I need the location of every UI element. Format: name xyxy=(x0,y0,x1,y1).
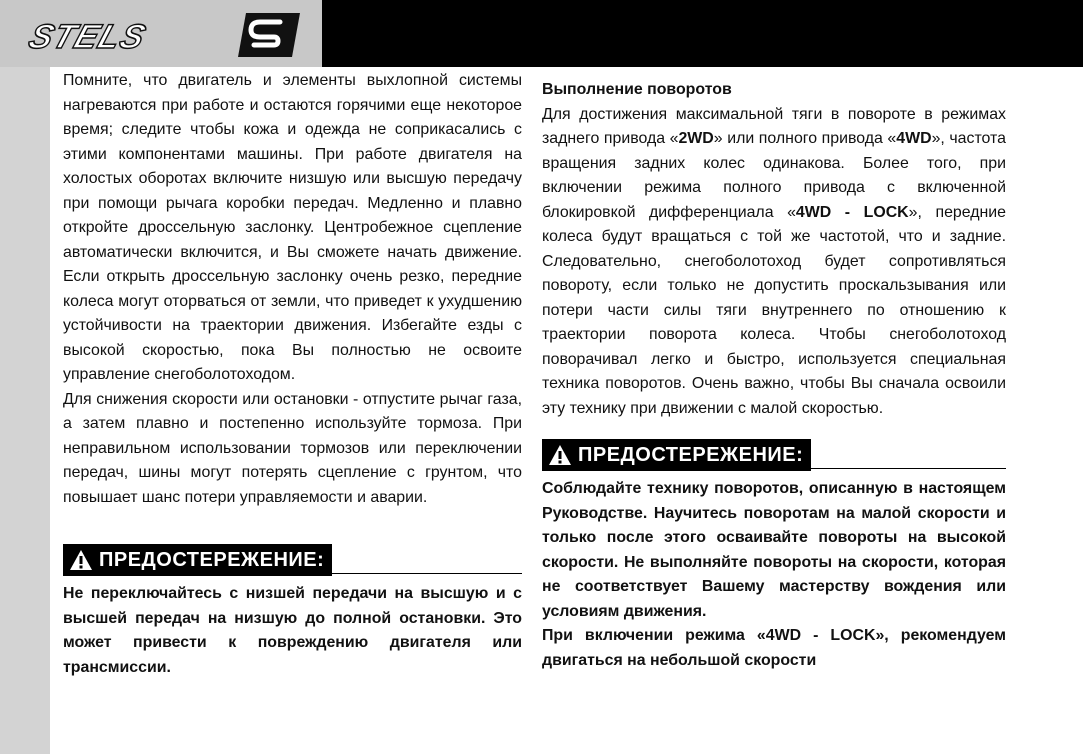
stels-logo-emblem-icon xyxy=(234,9,304,61)
warning-text-turns: Соблюдайте технику поворотов, описанную в настоящем Руководстве. Научитесь поворотам на малой скорости и только после этого осваивайте повороты на высокой скорости. Не выполняйте повороты на скорости, которая не соответствует Вашему мастерству вождения или условиям движения. xyxy=(542,480,1006,620)
paragraph-braking: Для снижения скорости или остановки - отпустите рычаг газа, а затем плавно и постепенно используйте тормоза. При неправильном использовании тормозов или переключении передач, шины могут потерять сцепление с грунтом, что повышает шанс потери управляемости и аварии. xyxy=(63,390,522,506)
stels-logo-wordmark: STELS xyxy=(23,18,151,56)
warning-triangle-icon xyxy=(548,444,572,466)
logo-area xyxy=(0,0,322,67)
warning-rule xyxy=(332,573,522,574)
warning-header-right xyxy=(542,439,1006,471)
warning-rule xyxy=(811,468,1006,469)
paragraph-turning: Для достижения максимальной тяги в повороте в режимах заднего привода «2WD» или полного привода «4WD», частота вращения задних колес одинакова. Более того, при включении режима полного привода с включенной блокировкой дифференциала «4WD - LOCK», передние колеса будут вращаться с той же частотой, что и задние. Следовательно, снегоболотоход будет сопротивляться повороту, если только не допустить проскальзывания или потери части силы тяги внутреннего по отношению к траектории поворота колеса. Чтобы снегоболотоход поворачивал легко и быстро, используется специальная техника поворотов. Очень важно, чтобы Вы сначала освоили эту технику при движении с малой скоростью. xyxy=(542,105,1006,417)
section-heading-turns: Выполнение поворотов xyxy=(542,81,732,98)
warning-label: ПРЕДОСТЕРЕЖЕНИЕ: xyxy=(99,548,325,571)
paragraph-engine-hot: Помните, что двигатель и элементы выхлопной системы нагреваются при работе и остаются горячими еще некоторое время; следите чтобы кожа и одежда не соприкасались с этими компонентами машины. При работе двигателя на холостых оборотах включите низшую или высшую передачу при помощи рычага коробки передач. Медленно и плавно откройте дроссельную заслонку. Центробежное сцепление автоматически включится, и Вы сможете начать движение. Если открыть дроссельную заслонку очень резко, передние колеса могут оторваться от земли, что приведет к ухудшению устойчивости на траектории движения. Избегайте езды с высокой скоростью, пока Вы полностью не освоите управление снегоболотоходом. xyxy=(63,72,522,383)
warning-label: ПРЕДОСТЕРЕЖЕНИЕ: xyxy=(578,443,804,466)
page-margin-strip xyxy=(0,67,50,754)
paragraph-4wd-lock-speed: При включении режима «4WD - LOCK», рекомендуем двигаться на небольшой скорости xyxy=(542,627,1007,669)
warning-header-left xyxy=(63,544,522,576)
warning-text-gears: Не переключайтесь с низшей передачи на высшую и с высшей передач на низшую до полной остановки. Это может привести к повреждению двигателя или трансмиссии. xyxy=(63,585,522,676)
warning-triangle-icon xyxy=(69,549,93,571)
right-column xyxy=(542,78,1006,673)
left-column xyxy=(63,69,522,680)
